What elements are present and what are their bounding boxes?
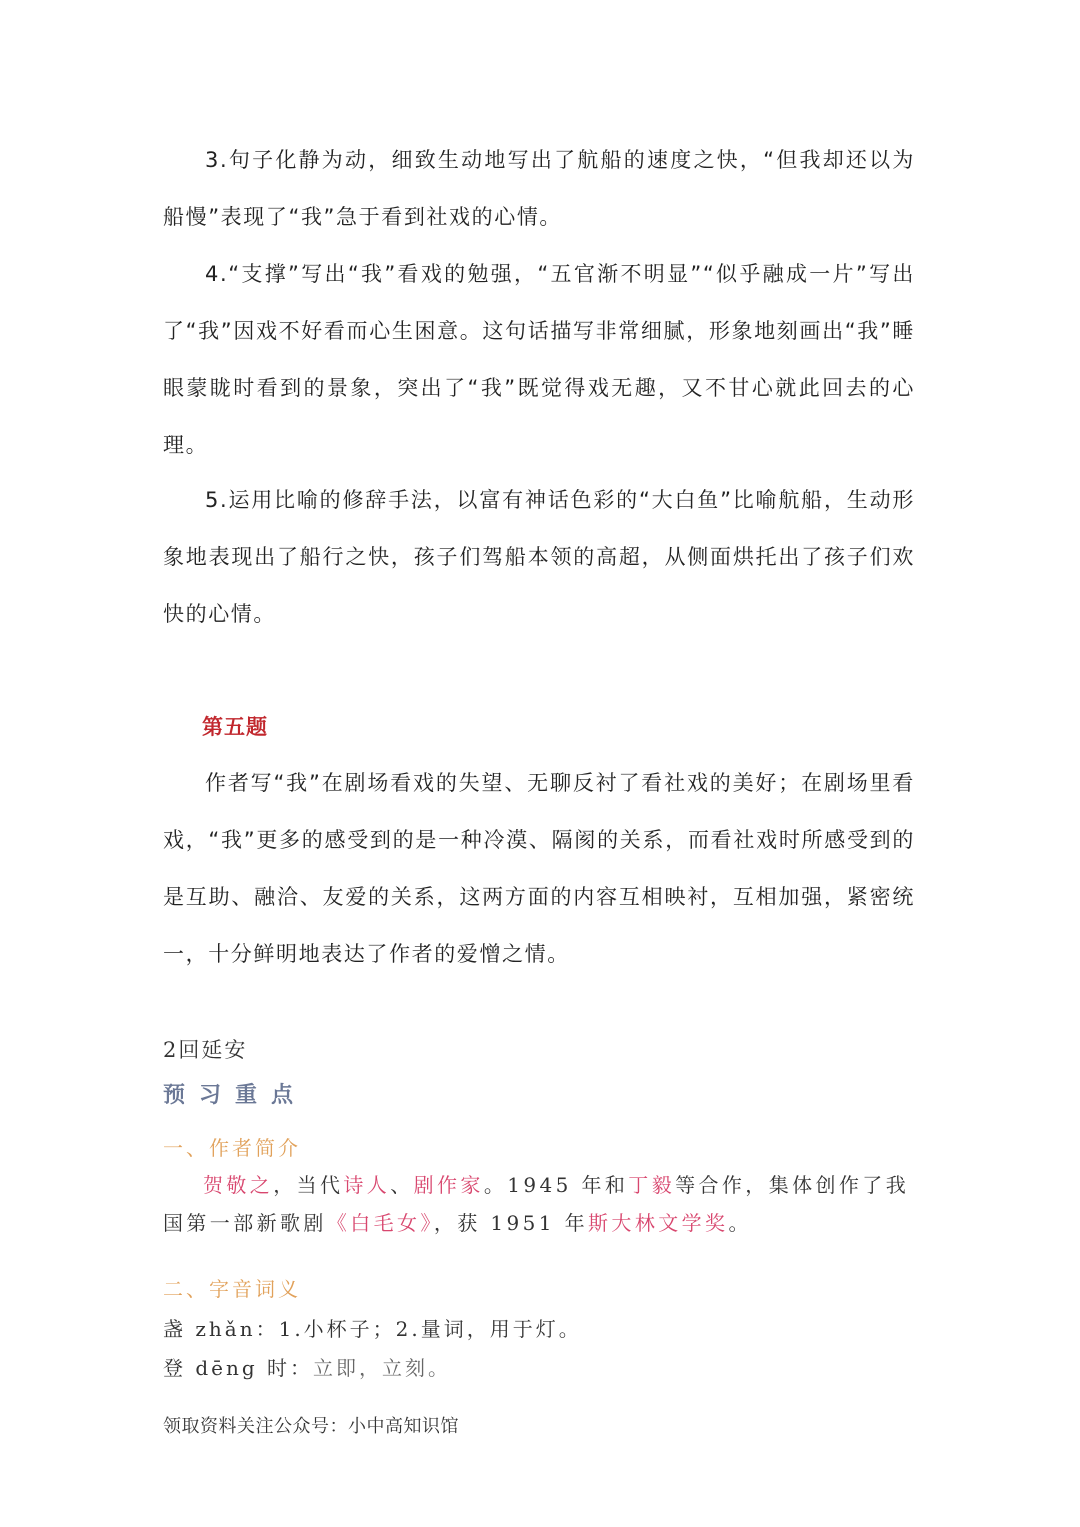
answer-item-4: 4.“支撑”写出“我”看戏的勉强，“五官渐不明显”“似乎融成一片”写出了“我”因戏不好看而心生困意。这句话描写非常细腻，形象地刻画出“我”睡眼蒙眬时看到的景象，突出了“我”既觉得戏无趣，又不甘心就此回去的心理。 [163, 262, 915, 457]
question-5-heading: 第五题 [202, 715, 268, 739]
intro-text-2: 、 [390, 1173, 414, 1197]
author-name: 贺敬之 [203, 1173, 274, 1197]
intro-text-6: 。 [728, 1211, 752, 1235]
vocab-meaning: 立即，立刻。 [313, 1356, 452, 1380]
vocab-term: 登 dēng 时： [163, 1356, 314, 1380]
collaborator-name: 丁毅 [628, 1173, 676, 1197]
award-name: 斯大林文学奖 [588, 1211, 729, 1235]
vocab-term: 盏 zhǎn： [163, 1317, 279, 1341]
intro-text-4: 等合作，集体创作了我国第一部新歌剧 [163, 1173, 910, 1235]
author-intro [163, 1166, 915, 1242]
vocab-heading: 二、字音词义 [163, 1277, 301, 1301]
intro-text-1: ，当代 [273, 1173, 344, 1197]
footer-note: 领取资料关注公众号：小中高知识馆 [163, 1416, 459, 1437]
intro-text-3: 。1945 年和 [483, 1173, 629, 1197]
answer-item-3: 3.句子化静为动，细致生动地写出了航船的速度之快，“但我却还以为船慢”表现了“我”急于看到社戏的心情。 [163, 148, 915, 229]
author-role-poet: 诗人 [343, 1173, 391, 1197]
author-heading: 一、作者简介 [163, 1136, 301, 1160]
vocab-item [163, 1313, 582, 1342]
lesson-title: 2回延安 [163, 1038, 248, 1062]
vocab-item [163, 1352, 451, 1381]
section-title: 预习重点 [163, 1083, 308, 1108]
author-role-playwright: 剧作家 [413, 1173, 484, 1197]
answer-item-5: 5.运用比喻的修辞手法，以富有神话色彩的“大白鱼”比喻航船，生动形象地表现出了船行之快，孩子们驾船本领的高超，从侧面烘托出了孩子们欢快的心情。 [163, 488, 915, 626]
vocab-meaning: 1.小杯子；2.量词，用于灯。 [278, 1317, 582, 1341]
intro-text-5: ，获 1951 年 [433, 1211, 589, 1235]
work-title: 《白毛女》 [326, 1211, 434, 1235]
question-5-answer: 作者写“我”在剧场看戏的失望、无聊反衬了看社戏的美好；在剧场里看戏，“我”更多的感受到的是一种冷漠、隔阂的关系，而看社戏时所感受到的是互助、融洽、友爱的关系，这两方面的内容互相映衬，互相加强，紧密统一，十分鲜明地表达了作者的爱憎之情。 [163, 771, 915, 966]
